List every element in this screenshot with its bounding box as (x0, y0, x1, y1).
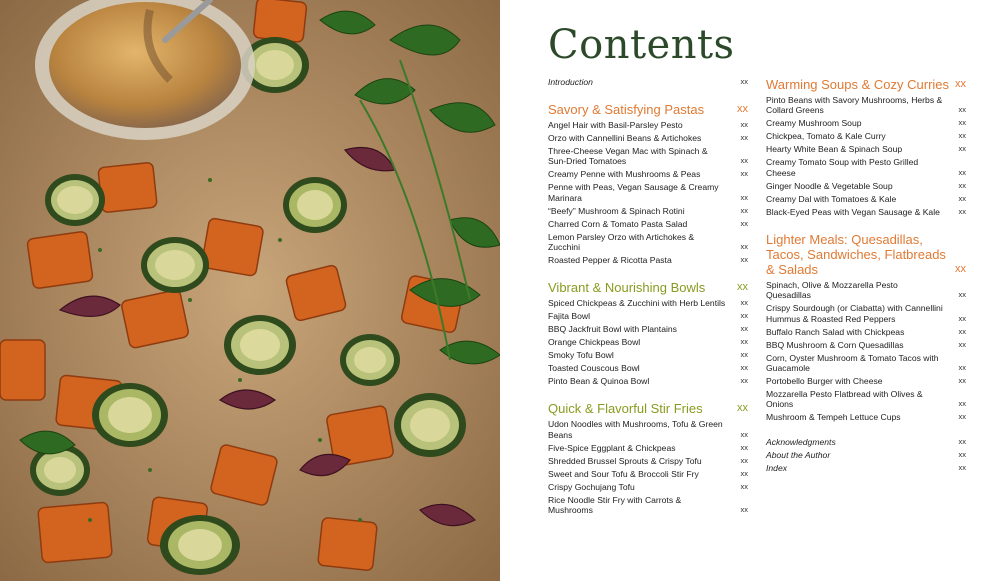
toc-entry-label: About the Author (766, 450, 831, 461)
toc-entry-label: Mushroom & Tempeh Lettuce Cups (766, 412, 901, 423)
toc-entry-page: xx (958, 290, 966, 300)
toc-entry[interactable] (766, 207, 966, 217)
toc-entry-page: xx (958, 463, 966, 473)
toc-entry-label: Rice Noodle Stir Fry with Carrots & Mushrooms (548, 494, 682, 516)
toc-entry-label: Hearty White Bean & Spinach Soup (766, 144, 903, 155)
toc-entry-label: Spinach, Olive & Mozzarella Pesto Quesadillas (766, 279, 898, 301)
toc-entry-label: Fajita Bowl (548, 311, 591, 322)
toc-entry-label: Orange Chickpeas Bowl (548, 337, 641, 348)
toc-entry[interactable] (548, 350, 748, 360)
toc-entry[interactable] (548, 443, 748, 453)
toc-entry-page: xx (958, 376, 966, 386)
toc-entry-page: xx (740, 455, 748, 465)
toc-column-left (548, 77, 748, 518)
toc-section-heading: Savory & Satisfying Pastas (548, 102, 705, 117)
toc-section-page: xx (737, 402, 748, 415)
toc-entry-page: xx (740, 156, 748, 166)
toc-entry-page: xx (958, 144, 966, 154)
toc-entry-page: xx (740, 442, 748, 452)
toc-entry[interactable] (548, 232, 748, 253)
toc-entry-label: Five-Spice Eggplant & Chickpeas (548, 442, 676, 453)
toc-entry-page: xx (740, 505, 748, 515)
toc-entry-acknowledgments[interactable] (766, 437, 966, 447)
toc-section-heading: Warming Soups & Cozy Curries (766, 77, 950, 92)
toc-section-pastas[interactable] (548, 102, 748, 117)
toc-entry-label: Creamy Tomato Soup with Pesto Grilled Cheese (766, 157, 919, 178)
toc-entry[interactable] (548, 324, 748, 334)
toc-entry-introduction[interactable] (548, 77, 748, 87)
toc-section-page: xx (737, 103, 748, 115)
toc-entry-label: “Beefy” Mushroom & Spinach Rotini (548, 205, 685, 216)
toc-entry-page: xx (958, 118, 966, 128)
toc-entry-label: Chickpea, Tomato & Kale Curry (766, 131, 886, 142)
toc-entry[interactable] (548, 182, 748, 203)
toc-entry-page: xx (740, 255, 748, 265)
toc-entry[interactable] (548, 206, 748, 216)
toc-entry[interactable] (766, 303, 966, 324)
toc-entry-page: xx (958, 450, 966, 460)
toc-entry-page: xx (958, 105, 966, 115)
toc-entry[interactable] (766, 144, 966, 154)
toc-entry[interactable] (766, 181, 966, 191)
toc-entry-label: Shredded Brussel Sprouts & Crispy Tofu (548, 455, 702, 466)
toc-entry-about-the-author[interactable] (766, 450, 966, 460)
toc-section-heading: Vibrant & Nourishing Bowls (548, 280, 706, 296)
toc-entry-label: Creamy Dal with Tomatoes & Kale (766, 193, 897, 204)
toc-entry[interactable] (548, 469, 748, 479)
toc-entry-label: Smoky Tofu Bowl (548, 350, 614, 361)
toc-section-lighter-meals[interactable] (766, 232, 966, 277)
toc-entry-label: Udon Noodles with Mushrooms, Tofu & Green Beans (548, 419, 723, 440)
toc-entry[interactable] (548, 363, 748, 373)
toc-entry-label: Toasted Couscous Bowl (548, 363, 640, 374)
toc-column-right (766, 77, 966, 476)
toc-entry-page: xx (740, 205, 748, 215)
toc-entry-page: xx (958, 193, 966, 203)
toc-entry[interactable] (766, 280, 966, 301)
page-title: Contents (548, 22, 735, 68)
toc-entry-label: Acknowledgments (766, 437, 836, 448)
toc-entry-label: BBQ Mushroom & Corn Quesadillas (766, 339, 904, 350)
toc-entry-label: BBQ Jackfruit Bowl with Plantains (548, 324, 677, 335)
toc-entry-label: Pinto Beans with Savory Mushrooms, Herbs & Collard Greens (766, 95, 943, 116)
toc-entry-page: xx (958, 206, 966, 216)
toc-entry-page: xx (958, 363, 966, 373)
toc-entry-label: Angel Hair with Basil-Parsley Pesto (548, 120, 683, 130)
toc-entry[interactable] (548, 219, 748, 229)
toc-entry-page: xx (740, 481, 748, 491)
toc-entry[interactable] (548, 146, 748, 167)
toc-entry-label: Black-Eyed Peas with Vegan Sausage & Kale (766, 206, 940, 217)
toc-entry[interactable] (766, 353, 966, 374)
toc-entry-page: xx (740, 324, 748, 334)
toc-entry[interactable] (548, 419, 748, 440)
toc-entry-label: Penne with Peas, Vegan Sausage & Creamy Marinara (548, 182, 719, 203)
toc-entry[interactable] (766, 412, 966, 422)
toc-entry[interactable] (548, 255, 748, 265)
toc-entry-page: xx (958, 167, 966, 177)
toc-entry-label: Creamy Mushroom Soup (766, 118, 862, 129)
toc-section-heading: Quick & Flavorful Stir Fries (548, 401, 703, 417)
toc-entry-page: xx (958, 399, 966, 409)
toc-entry-page: xx (740, 77, 748, 86)
toc-entry-label: Roasted Pepper & Ricotta Pasta (548, 255, 672, 266)
toc-entry-page: xx (740, 337, 748, 347)
toc-entry-label: Introduction (548, 77, 593, 87)
toc-section-stir-fries[interactable] (548, 401, 748, 416)
toc-entry[interactable] (766, 131, 966, 141)
toc-entry-page: xx (740, 133, 748, 142)
toc-entry-page: xx (958, 339, 966, 349)
toc-entry-page: xx (740, 376, 748, 386)
toc-entry[interactable] (766, 327, 966, 337)
contents-page (500, 0, 1000, 581)
toc-entry-page: xx (740, 298, 748, 308)
toc-entry-page: xx (958, 412, 966, 422)
toc-entry-label: Lemon Parsley Orzo with Artichokes & Zucchini (548, 231, 695, 253)
toc-section-bowls[interactable] (548, 280, 748, 295)
toc-entry-page: xx (958, 437, 966, 447)
toc-entry-page: xx (740, 350, 748, 360)
toc-entry-label: Three-Cheese Vegan Mac with Spinach & Sun-Dried Tomatoes (548, 146, 708, 167)
toc-entry-label: Crispy Gochujang Tofu (548, 481, 635, 492)
toc-entry-page: xx (740, 468, 748, 478)
toc-entry[interactable] (548, 337, 748, 347)
toc-entry-page: xx (740, 311, 748, 321)
toc-entry-label: Creamy Penne with Mushrooms & Peas (548, 169, 701, 180)
toc-entry-label: Sweet and Sour Tofu & Broccoli Stir Fry (548, 468, 699, 479)
toc-entry-label: Corn, Oyster Mushroom & Tomato Tacos with Guacamole (766, 352, 939, 374)
toc-entry-page: xx (740, 218, 748, 228)
toc-entry-label: Charred Corn & Tomato Pasta Salad (548, 218, 688, 229)
toc-entry-page: xx (958, 180, 966, 190)
toc-entry[interactable] (766, 389, 966, 410)
toc-entry-label: Orzo with Cannellini Beans & Artichokes (548, 133, 702, 143)
toc-entry[interactable] (766, 194, 966, 204)
toc-entry-page: xx (740, 192, 748, 202)
toc-entry-label: Mozzarella Pesto Flatbread with Olives & Onions (766, 389, 923, 410)
toc-entry-label: Crispy Sourdough (or Ciabatta) with Cannellini Hummus & Roasted Red Peppers (766, 303, 943, 324)
toc-section-page: xx (955, 78, 966, 90)
toc-entry[interactable] (548, 482, 748, 492)
toc-entry-label: Ginger Noodle & Vegetable Soup (766, 180, 893, 191)
toc-section-soups[interactable] (766, 77, 966, 92)
toc-entry[interactable] (548, 311, 748, 321)
toc-entry[interactable] (548, 133, 748, 143)
toc-entry-label: Spiced Chickpeas & Zucchini with Herb Lentils (548, 298, 726, 309)
toc-entry-page: xx (958, 313, 966, 323)
toc-entry-index[interactable] (766, 463, 966, 473)
toc-entry-page: xx (740, 242, 748, 252)
toc-entry-page: xx (740, 169, 748, 179)
toc-section-heading: Lighter Meals: Quesadillas, Tacos, Sandwiches, Flatbreads & Salads (766, 231, 946, 277)
toc-entry[interactable] (766, 157, 966, 178)
toc-entry[interactable] (766, 95, 966, 116)
toc-entry-page: xx (740, 363, 748, 373)
toc-entry[interactable] (766, 340, 966, 350)
toc-section-page: xx (955, 262, 966, 275)
toc-entry[interactable] (766, 376, 966, 386)
toc-entry-page: xx (740, 120, 748, 129)
toc-entry[interactable] (548, 456, 748, 466)
toc-entry[interactable] (548, 376, 748, 386)
toc-entry[interactable] (548, 120, 748, 130)
toc-entry[interactable] (548, 298, 748, 308)
toc-entry[interactable] (766, 118, 966, 128)
toc-entry-page: xx (958, 326, 966, 336)
toc-entry-label: Index (766, 463, 788, 474)
toc-entry-label: Buffalo Ranch Salad with Chickpeas (766, 326, 905, 337)
toc-entry-label: Portobello Burger with Cheese (766, 376, 883, 387)
toc-section-page: xx (737, 281, 748, 294)
toc-entry-page: xx (958, 131, 966, 141)
toc-entry[interactable] (548, 169, 748, 179)
toc-entry-page: xx (740, 429, 748, 439)
toc-entry[interactable] (548, 495, 748, 516)
toc-entry-label: Pinto Bean & Quinoa Bowl (548, 376, 650, 387)
